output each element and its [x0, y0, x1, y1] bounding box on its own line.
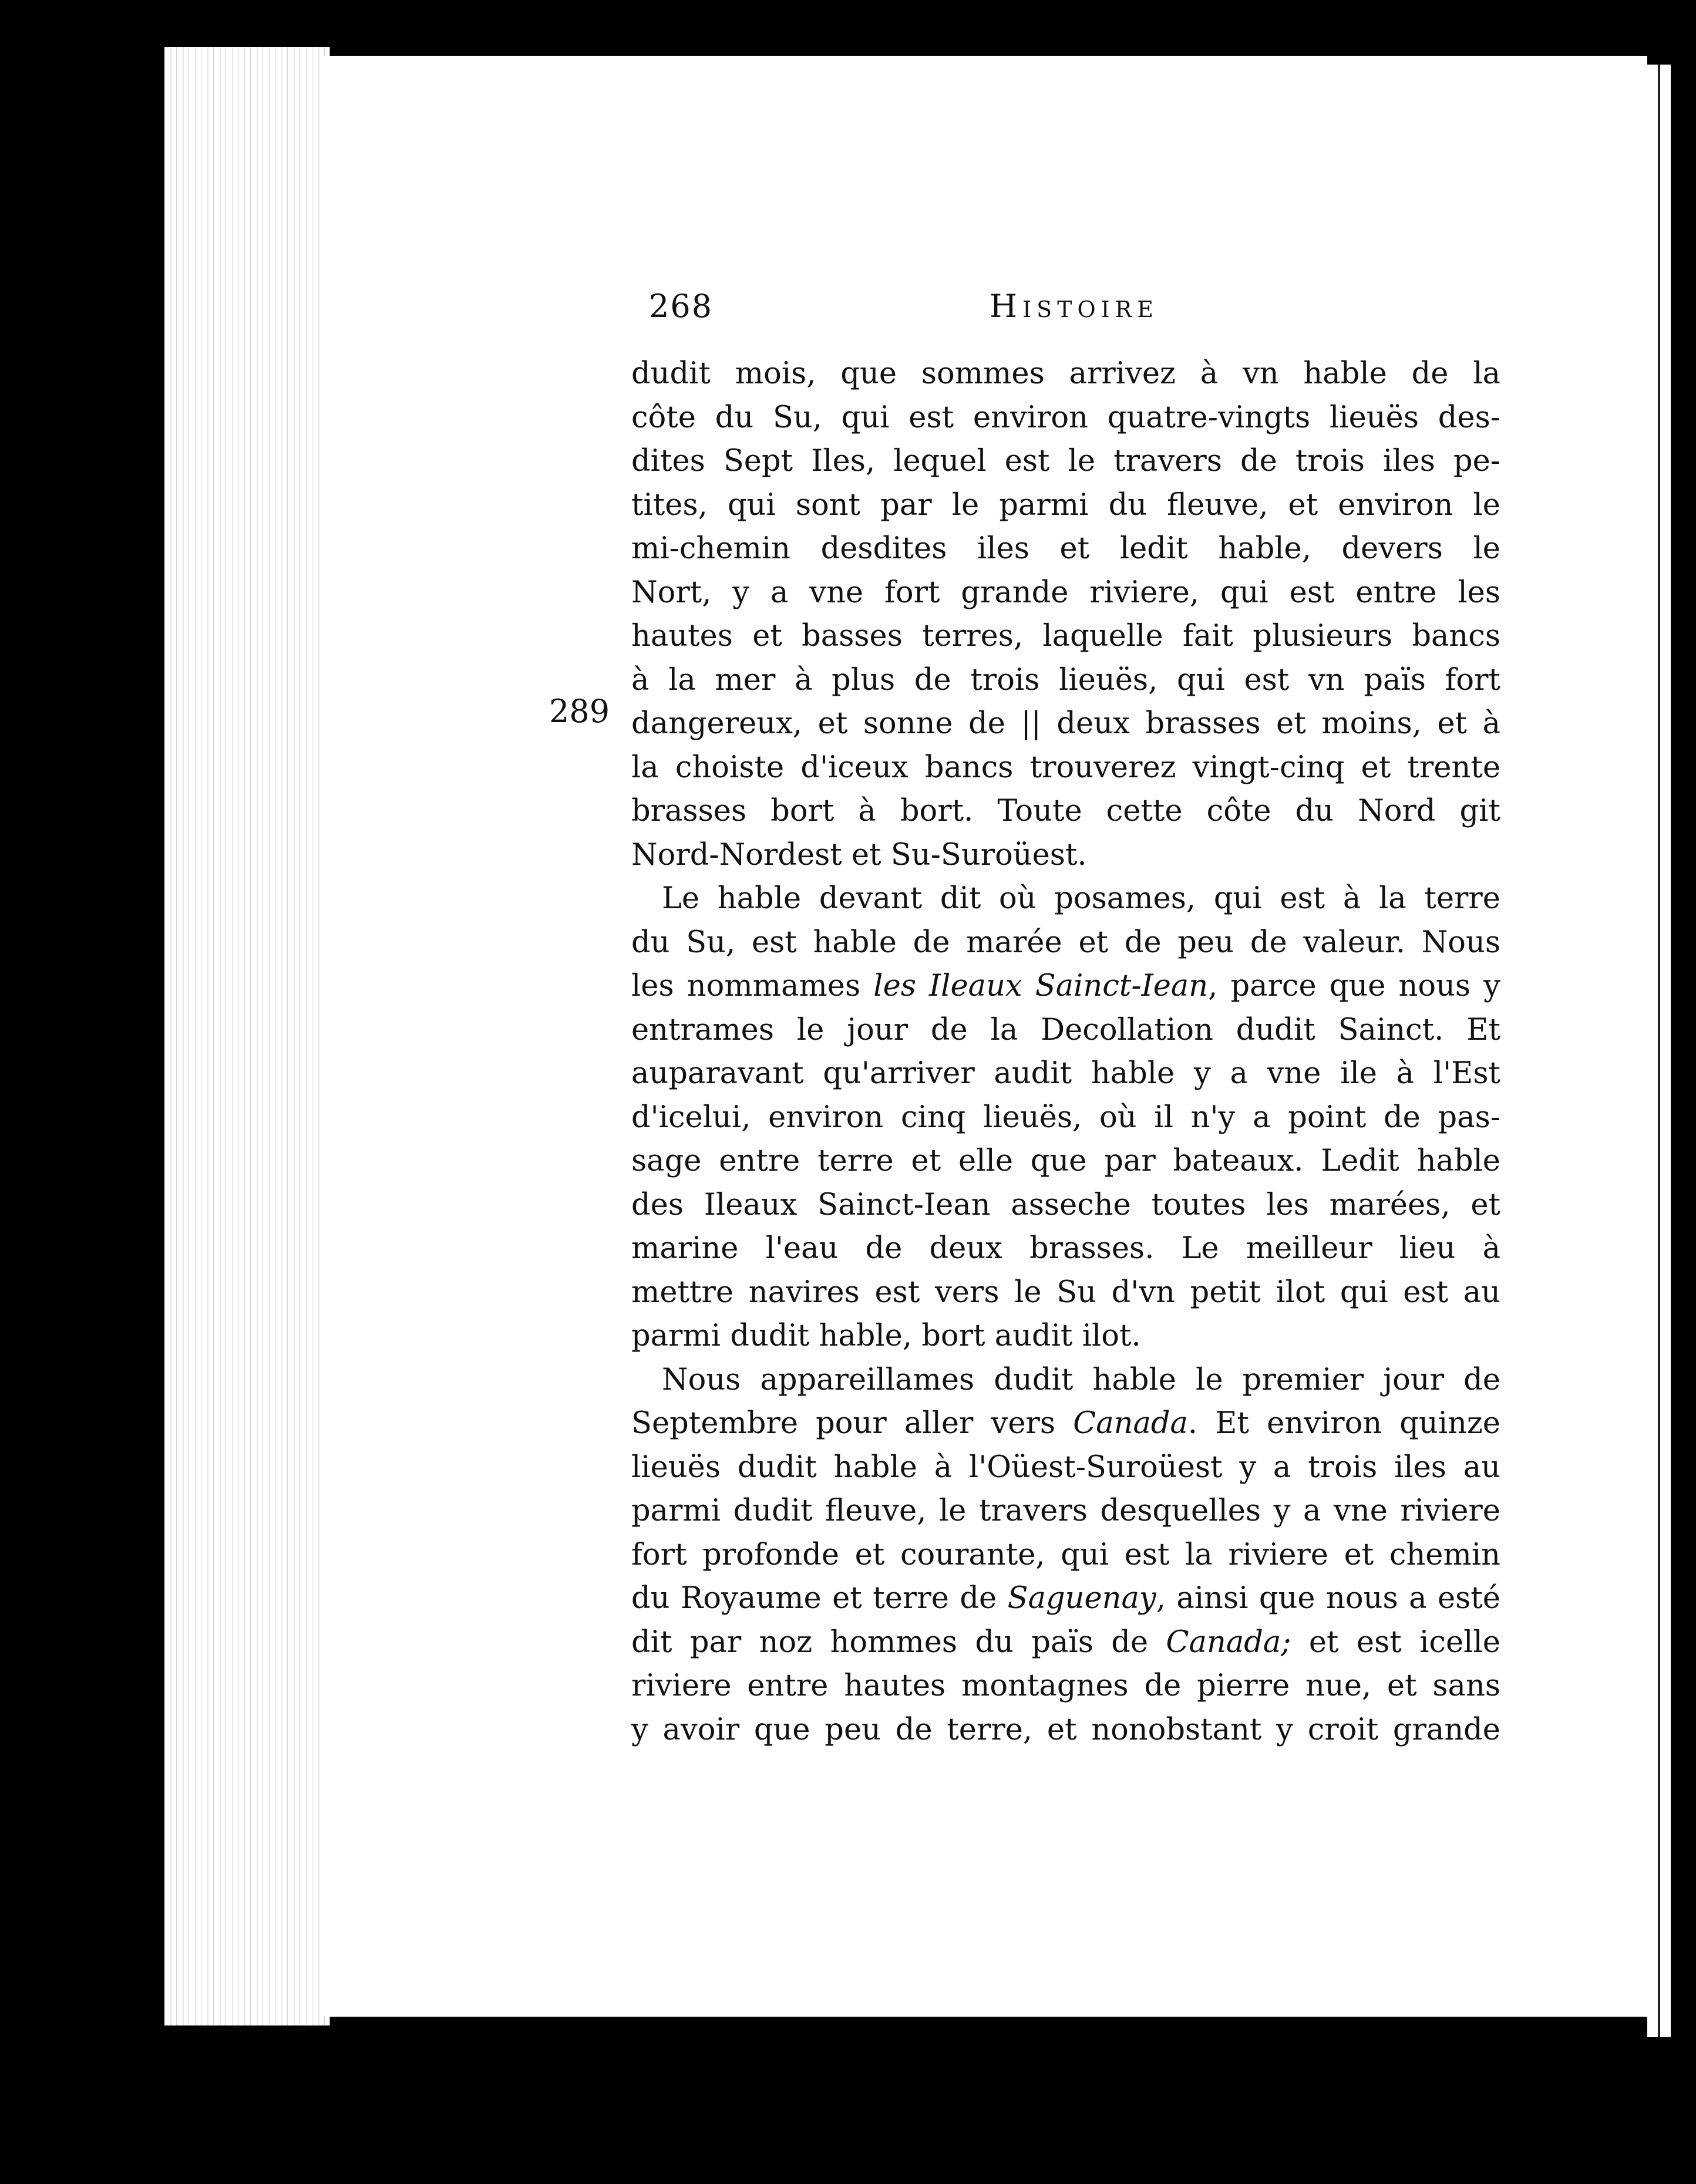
text-line: des Ileaux Sainct-Iean asseche toutes les marées, et	[631, 1187, 1500, 1222]
text-line	[631, 965, 1500, 1009]
page-number: 268	[649, 288, 714, 325]
text-line: parmi dudit hable, bort audit ilot.	[631, 1319, 1141, 1353]
book-page-edges	[164, 47, 330, 2025]
text-run: , parce que nous y	[1208, 969, 1500, 1003]
text-line: y avoir que peu de terre, et nonobstant y croit grande	[631, 1712, 1500, 1747]
text-run: , ainsi que nous a esté	[1156, 1581, 1500, 1616]
text-line: parmi dudit fleuve, le travers desquelles y a vne riviere	[631, 1494, 1500, 1528]
text-line: mettre navires est vers le Su d'vn petit ilot qui est au	[631, 1275, 1500, 1310]
text-line: Nous appareillames dudit hable le premier jour de	[662, 1362, 1500, 1397]
text-line: Le hable devant dit où posames, qui est à la terre	[662, 881, 1500, 916]
text-line: riviere entre hautes montagnes de pierre nue, et sans	[631, 1669, 1500, 1703]
margin-page-marker: 289	[549, 693, 610, 730]
text-line: à la mer à plus de trois lieuës, qui est vn païs fort	[631, 662, 1500, 697]
text-line: brasses bort à bort. Toute cette côte du Nord git	[631, 794, 1500, 828]
italic-run: Canada	[1073, 1406, 1188, 1441]
text-line: dites Sept Iles, lequel est le travers de trois iles pe-	[631, 444, 1500, 478]
text-line: fort profonde et courante, qui est la riviere et chemin	[631, 1537, 1500, 1572]
text-line: lieuës dudit hable à l'Oüest-Suroüest y a trois iles au	[631, 1450, 1500, 1485]
text-run: Septembre pour aller vers	[631, 1406, 1074, 1441]
running-title: Histoire	[990, 288, 1159, 325]
text-line: côte du Su, qui est environ quatre-vingts lieuës des-	[631, 400, 1500, 435]
text-line: du Su, est hable de marée et de peu de valeur. Nous	[631, 925, 1500, 960]
text-line: sage entre terre et elle que par bateaux. Ledit hable	[631, 1144, 1500, 1178]
text-line: hautes et basses terres, laquelle fait plusieurs bancs	[631, 619, 1500, 653]
text-run: . Et environ quinze	[1187, 1406, 1500, 1441]
text-line: auparavant qu'arriver audit hable y a vne ile à l'Est	[631, 1056, 1500, 1091]
text-line: la choiste d'iceux bancs trouverez vingt-cinq et trente	[631, 750, 1500, 785]
text-run: et est icelle	[1291, 1624, 1500, 1660]
body-text	[631, 352, 1500, 1752]
italic-run: les Ileaux Sainct-Iean	[873, 969, 1209, 1003]
facing-page-edge	[1647, 65, 1671, 2037]
text-line: mi-chemin desdites iles et ledit hable, devers le	[631, 531, 1500, 566]
text-line: tites, qui sont par le parmi du fleuve, et environ le	[631, 487, 1500, 523]
text-line	[631, 1577, 1500, 1621]
text-run: du Royaume et terre de	[631, 1581, 1008, 1616]
text-line: Nort, y a vne fort grande riviere, qui est entre les	[631, 575, 1500, 610]
text-line: dudit mois, que sommes arrivez à vn hable de la	[631, 356, 1500, 391]
text-line: d'icelui, environ cinq lieuës, où il n'y a point de pas-	[631, 1100, 1500, 1135]
text-line: Nord-Nordest et Su-Suroüest.	[631, 837, 1087, 872]
italic-run: Saguenay	[1007, 1581, 1156, 1616]
italic-run: Canada;	[1166, 1624, 1291, 1660]
text-line	[631, 1402, 1500, 1446]
text-run: les nommames	[631, 969, 874, 1003]
text-line: marine l'eau de deux brasses. Le meilleur lieu à	[631, 1231, 1500, 1266]
text-run: dit par noz hommes du païs de	[631, 1624, 1166, 1660]
text-line: entrames le jour de la Decollation dudit Sainct. Et	[631, 1012, 1500, 1047]
running-head	[649, 288, 1500, 335]
text-line: dangereux, et sonne de || deux brasses et moins, et à	[631, 706, 1500, 741]
text-line	[631, 1621, 1500, 1665]
